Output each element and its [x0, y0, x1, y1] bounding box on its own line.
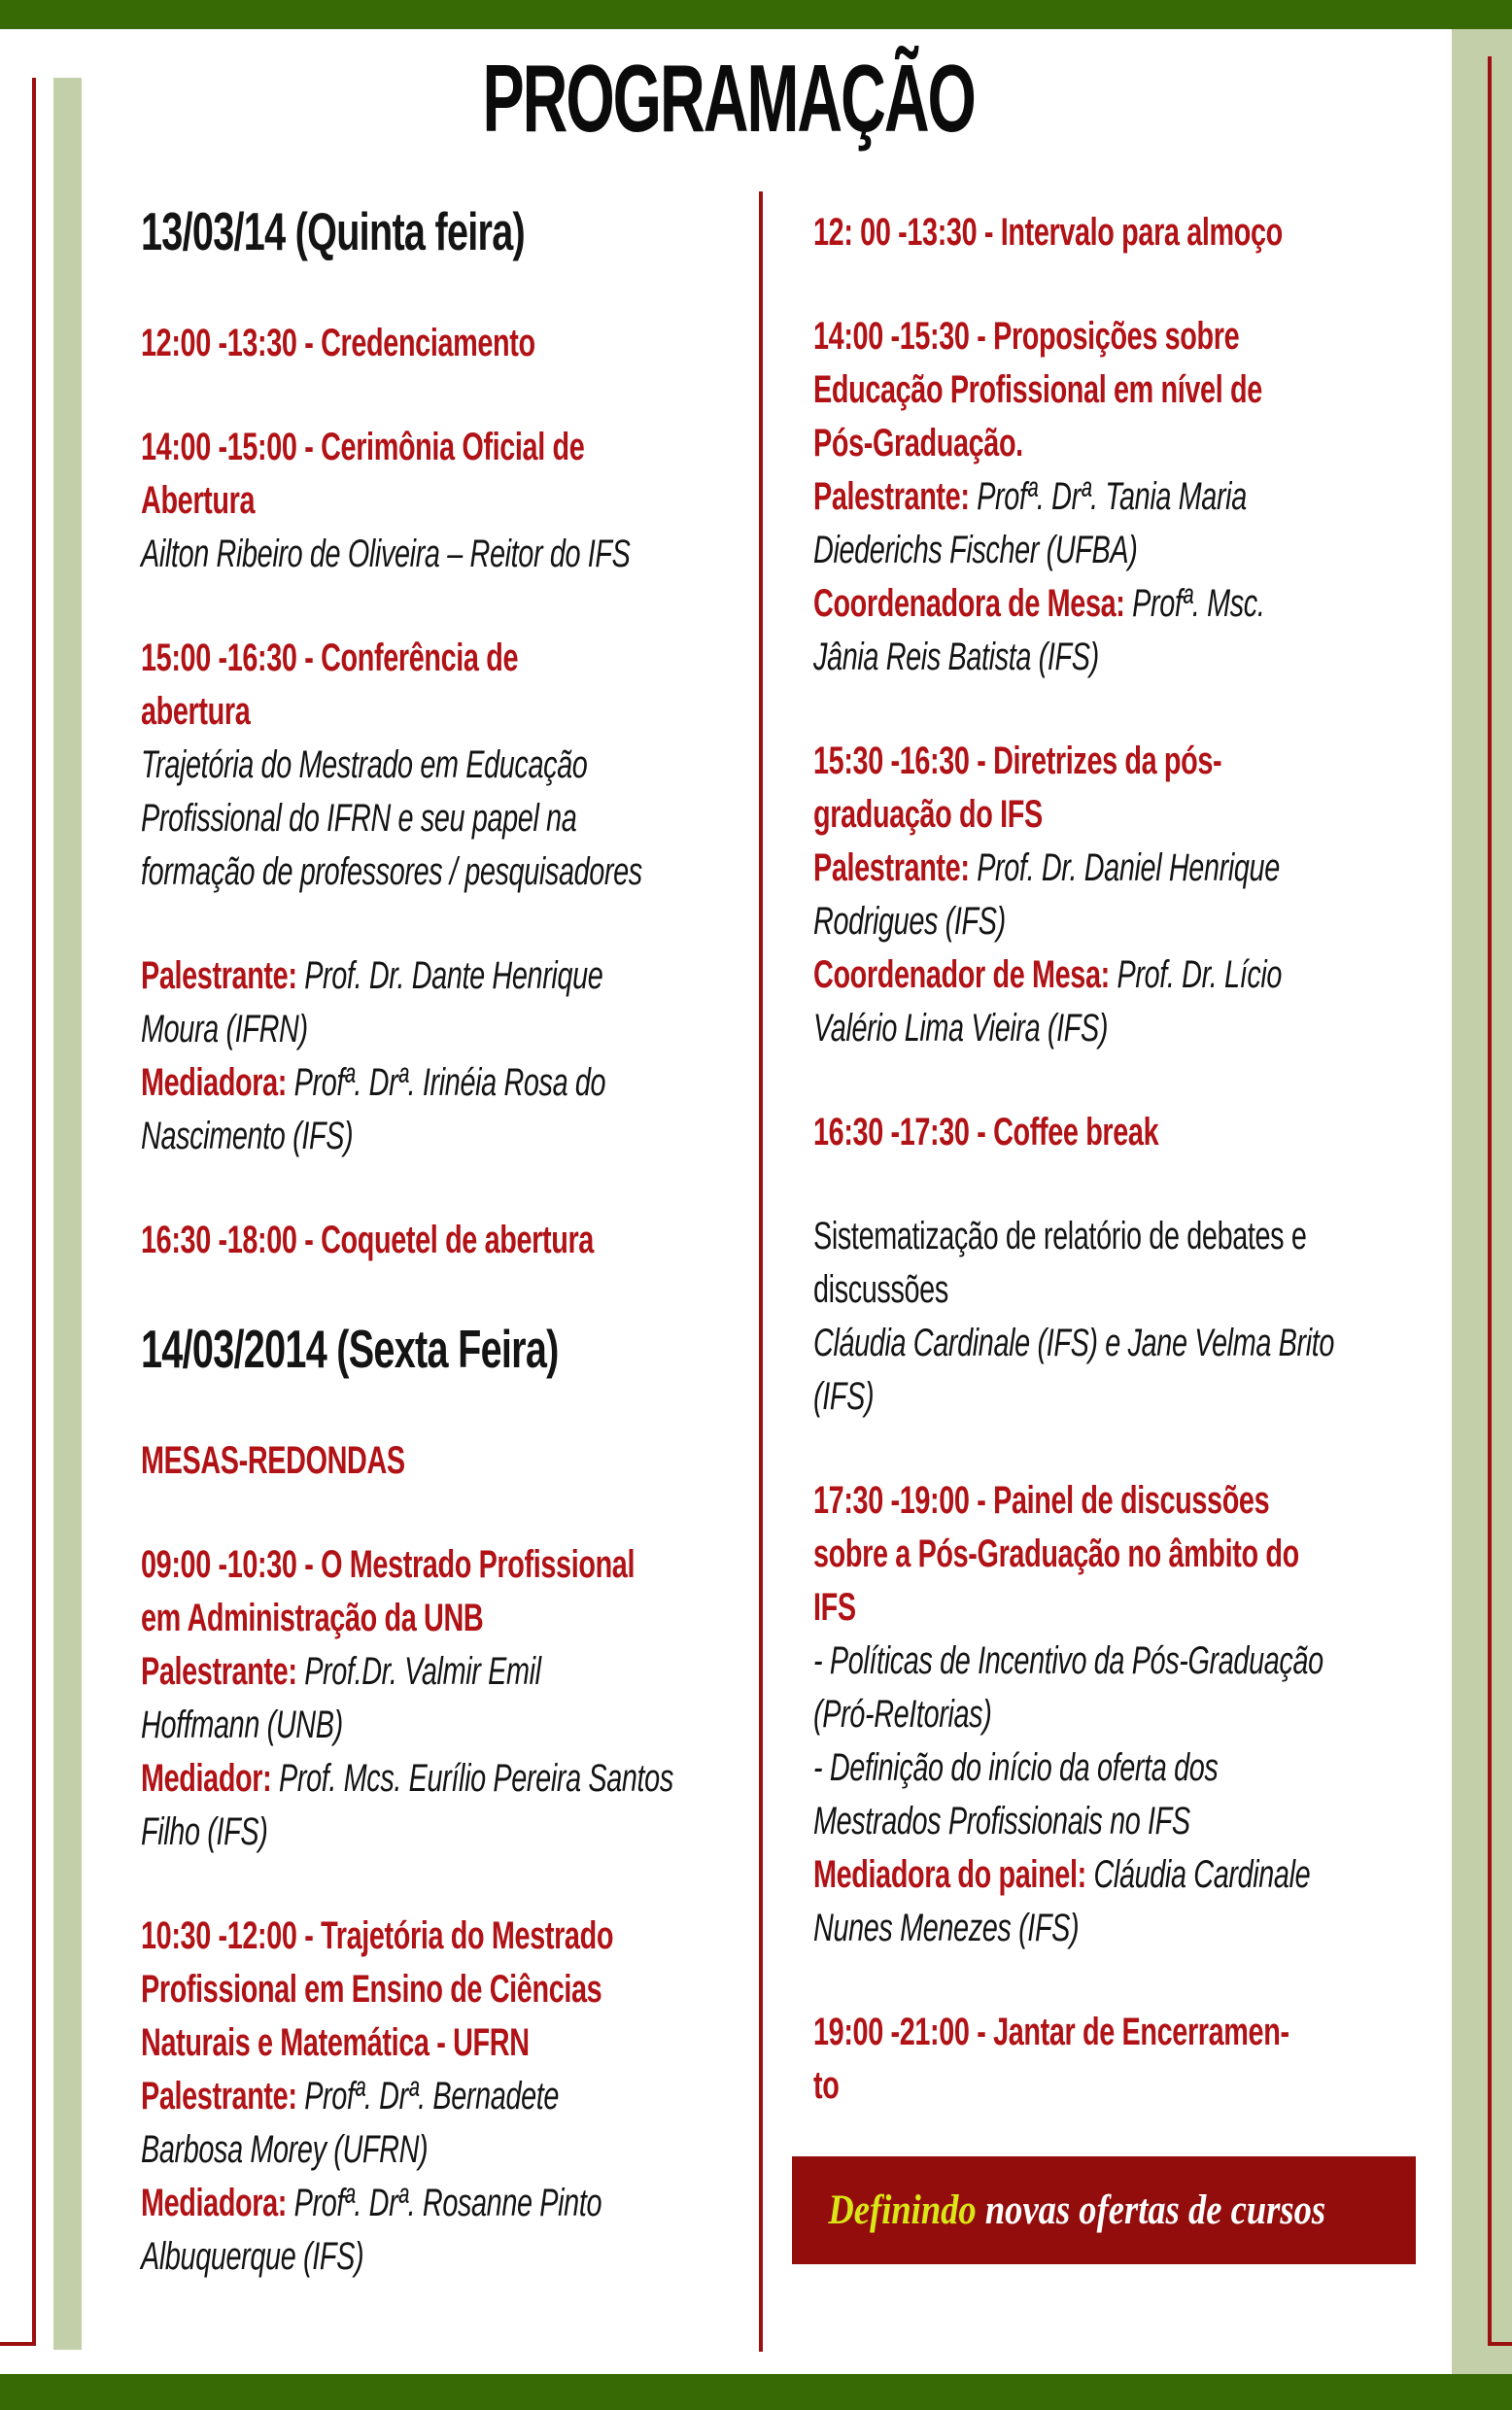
schedule-column-left-content: [141, 200, 744, 2284]
text-line: [141, 792, 744, 845]
text-run: Palestrante:: [141, 2075, 305, 2117]
text-run: Jânia Reis Batista (IFS): [813, 636, 1099, 678]
text-run: graduação do IFS: [813, 793, 1043, 836]
schedule-block: [141, 1910, 744, 2284]
text-run: Ailton Ribeiro de Oliveira – Reitor do IFS: [141, 533, 631, 575]
text-run: 10:30 -12:00 - Trajetória do Mestrado: [141, 1914, 614, 1957]
text-run: Coordenadora de Mesa:: [813, 582, 1133, 625]
text-line: [813, 524, 1417, 577]
text-run: discussões: [813, 1268, 948, 1311]
text-line: [141, 1592, 744, 1645]
text-line: [813, 1581, 1417, 1635]
text-line: [141, 1645, 744, 1699]
schedule-block: [141, 1214, 744, 1267]
text-run: Prof.Dr. Valmir Emil: [304, 1650, 541, 1693]
text-run: Cláudia Cardinale (IFS) e Jane Velma Brito: [813, 1322, 1335, 1364]
text-run: Nascimento (IFS): [141, 1115, 354, 1157]
text-line: [141, 1056, 744, 1110]
text-run: Profissional do IFRN e seu papel na: [141, 797, 577, 840]
text-run: 19:00 -21:00 - Jantar de Encerramen-: [813, 2011, 1289, 2053]
banner-rest-text: novas ofertas de cursos: [984, 2187, 1326, 2233]
day-heading: [141, 1318, 744, 1380]
schedule-block: [141, 1538, 744, 1859]
schedule-block: [141, 949, 744, 1163]
text-line: [141, 1963, 744, 2016]
text-run: 17:30 -19:00 - Painel de discussões: [813, 1479, 1270, 1522]
text-line: [813, 206, 1417, 259]
text-run: em Administração da UNB: [141, 1597, 484, 1639]
text-run: Hoffmann (UNB): [141, 1704, 343, 1746]
schedule-block: [813, 1474, 1417, 1955]
text-run: sobre a Pós-Graduação no âmbito do: [813, 1532, 1299, 1575]
text-run: Prof. Dr. Lício: [1117, 953, 1283, 996]
text-line: [813, 1741, 1417, 1795]
column-divider: [759, 191, 763, 2352]
text-line: [141, 1752, 744, 1806]
text-run: Profissional em Ensino de Ciências: [141, 1968, 602, 2011]
schedule-block: [813, 1106, 1417, 1159]
text-run: Palestrante:: [813, 475, 978, 518]
text-line: [813, 2006, 1417, 2059]
text-line: [141, 2070, 744, 2123]
bottom-green-bar: [0, 2374, 1512, 2410]
text-run: Rodrigues (IFS): [813, 900, 1006, 943]
top-green-bar: [0, 0, 1512, 29]
text-run: (IFS): [813, 1375, 875, 1418]
text-line: [141, 1538, 744, 1592]
text-run: 09:00 -10:30 - O Mestrado Profissional: [141, 1543, 636, 1586]
text-line: [813, 1210, 1417, 1263]
text-line: [141, 2230, 744, 2284]
text-run: 12: 00 -13:30 - Intervalo para almoço: [813, 211, 1283, 254]
text-run: Diederichs Fischer (UFBA): [813, 529, 1138, 571]
text-run: MESAS-REDONDAS: [141, 1439, 405, 1482]
text-run: Valério Lima Vieira (IFS): [813, 1007, 1109, 1050]
left-accent-line-bend: [0, 2342, 36, 2346]
schedule-block: [141, 1434, 744, 1488]
text-run: Profª. Drª. Irinéia Rosa do: [293, 1061, 606, 1104]
text-run: Cláudia Cardinale: [1093, 1853, 1311, 1896]
text-run: abertura: [141, 690, 251, 733]
text-line: [813, 1474, 1417, 1528]
text-run: 15:30 -16:30 - Diretrizes da pós-: [813, 740, 1222, 782]
text-run: Prof. Dr. Dante Henrique: [304, 954, 603, 997]
text-line: [813, 895, 1417, 948]
text-line: [813, 842, 1417, 895]
text-line: [813, 417, 1417, 470]
text-run: Profª. Drª. Rosanne Pinto: [293, 2182, 602, 2224]
text-run: Prof. Dr. Daniel Henrique: [977, 846, 1280, 889]
text-run: Mestrados Profissionais no IFS: [813, 1800, 1190, 1842]
closing-banner: [792, 2156, 1416, 2264]
text-line: [813, 1317, 1417, 1370]
text-run: Mediadora:: [141, 1061, 294, 1104]
text-line: [141, 1699, 744, 1752]
text-line: [141, 1434, 744, 1488]
text-line: [141, 845, 744, 899]
text-line: [141, 2177, 744, 2230]
text-line: [141, 1318, 744, 1380]
schedule-block: [813, 1210, 1417, 1424]
text-line: [813, 1688, 1417, 1741]
text-line: [141, 528, 744, 581]
text-run: Mediadora do painel:: [813, 1853, 1094, 1896]
text-run: 16:30 -17:30 - Coffee break: [813, 1111, 1159, 1153]
text-run: Prof. Mcs. Eurílio Pereira Santos: [279, 1757, 673, 1800]
schedule-column-right-content: [813, 206, 1417, 2113]
text-run: Abertura: [141, 479, 256, 522]
schedule-block: [813, 206, 1417, 259]
text-line: [141, 317, 744, 370]
text-line: [813, 1635, 1417, 1688]
text-line: [141, 632, 744, 685]
schedule-block: [141, 632, 744, 899]
text-run: Educação Profissional em nível de: [813, 368, 1262, 411]
page-title: [0, 45, 1458, 152]
text-run: (Pró-ReItorias): [813, 1693, 992, 1736]
text-line: [813, 631, 1417, 684]
right-sage-bar: [1452, 29, 1512, 2374]
text-run: to: [813, 2064, 840, 2107]
text-run: Palestrante:: [141, 1650, 305, 1693]
text-line: [813, 1370, 1417, 1424]
text-run: formação de professores / pesquisadores: [141, 850, 642, 893]
closing-banner-text: [792, 2156, 1439, 2264]
schedule-block: [813, 310, 1417, 684]
text-line: [141, 200, 744, 262]
text-run: Mediador:: [141, 1757, 280, 1800]
page-title-text: PROGRAMAÇÃO: [482, 45, 976, 152]
text-run: 16:30 -18:00 - Coquetel de abertura: [141, 1219, 594, 1261]
text-line: [813, 2059, 1417, 2113]
text-run: 13/03/14 (Quinta feira): [141, 201, 526, 261]
text-line: [813, 788, 1417, 842]
text-line: [813, 735, 1417, 788]
text-run: Mediadora:: [141, 2182, 294, 2224]
left-accent-line: [32, 78, 36, 2346]
text-line: [813, 1263, 1417, 1317]
text-run: Profª. Drª. Tania Maria: [977, 475, 1247, 518]
banner-highlight-word: Definindo: [828, 2187, 985, 2233]
schedule-block: [141, 317, 744, 370]
text-run: IFS: [813, 1586, 856, 1629]
text-line: [141, 474, 744, 528]
text-line: [813, 363, 1417, 417]
text-run: 14:00 -15:30 - Proposições sobre: [813, 315, 1240, 358]
text-line: [141, 949, 744, 1003]
text-line: [141, 2016, 744, 2070]
text-run: Nunes Menezes (IFS): [813, 1907, 1080, 1949]
text-run: 14/03/2014 (Sexta Feira): [141, 1319, 559, 1379]
schedule-column-right: [813, 206, 1418, 2163]
text-line: [141, 1003, 744, 1056]
text-line: [813, 470, 1417, 524]
text-run: Palestrante:: [141, 954, 305, 997]
text-line: [813, 1902, 1417, 1955]
text-run: Albuquerque (IFS): [141, 2235, 364, 2278]
text-run: Trajetória do Mestrado em Educação: [141, 743, 588, 786]
text-line: [813, 1002, 1417, 1055]
text-line: [141, 2123, 744, 2177]
text-line: [813, 1106, 1417, 1159]
text-line: [141, 739, 744, 792]
text-run: Naturais e Matemática - UFRN: [141, 2021, 530, 2064]
schedule-block: [141, 421, 744, 581]
text-line: [141, 1910, 744, 1963]
text-run: 15:00 -16:30 - Conferência de: [141, 637, 519, 679]
text-run: Profª. Drª. Bernadete: [304, 2075, 560, 2117]
text-run: Coordenador de Mesa:: [813, 953, 1117, 996]
text-run: Pós-Graduação.: [813, 422, 1023, 465]
text-line: [141, 1806, 744, 1859]
left-sage-bar: [53, 78, 82, 2350]
text-line: [813, 310, 1417, 363]
text-run: Barbosa Morey (UFRN): [141, 2128, 429, 2171]
day-heading: [141, 200, 744, 262]
text-line: [141, 685, 744, 739]
text-run: 14:00 -15:00 - Cerimônia Oficial de: [141, 426, 585, 468]
text-run: - Definição do início da oferta dos: [813, 1746, 1219, 1789]
text-line: [813, 577, 1417, 631]
text-line: [141, 1110, 744, 1163]
text-line: [813, 948, 1417, 1002]
text-line: [141, 1214, 744, 1267]
text-run: - Políticas de Incentivo da Pós-Graduação: [813, 1639, 1323, 1682]
text-run: Profª. Msc.: [1132, 582, 1265, 625]
schedule-block: [813, 735, 1417, 1055]
text-run: Moura (IFRN): [141, 1008, 308, 1050]
text-run: Sistematização de relatório de debates e: [813, 1215, 1307, 1257]
schedule-block: [813, 2006, 1417, 2113]
text-line: [813, 1528, 1417, 1581]
text-run: Filho (IFS): [141, 1810, 268, 1853]
right-accent-line-bend: [1488, 2342, 1512, 2346]
text-line: [813, 1795, 1417, 1848]
right-accent-line: [1488, 56, 1492, 2346]
text-line: [813, 1848, 1417, 1902]
text-line: [141, 421, 744, 474]
text-run: Palestrante:: [813, 846, 978, 889]
text-run: 12:00 -13:30 - Credenciamento: [141, 322, 535, 364]
schedule-column-left: [141, 194, 745, 2334]
